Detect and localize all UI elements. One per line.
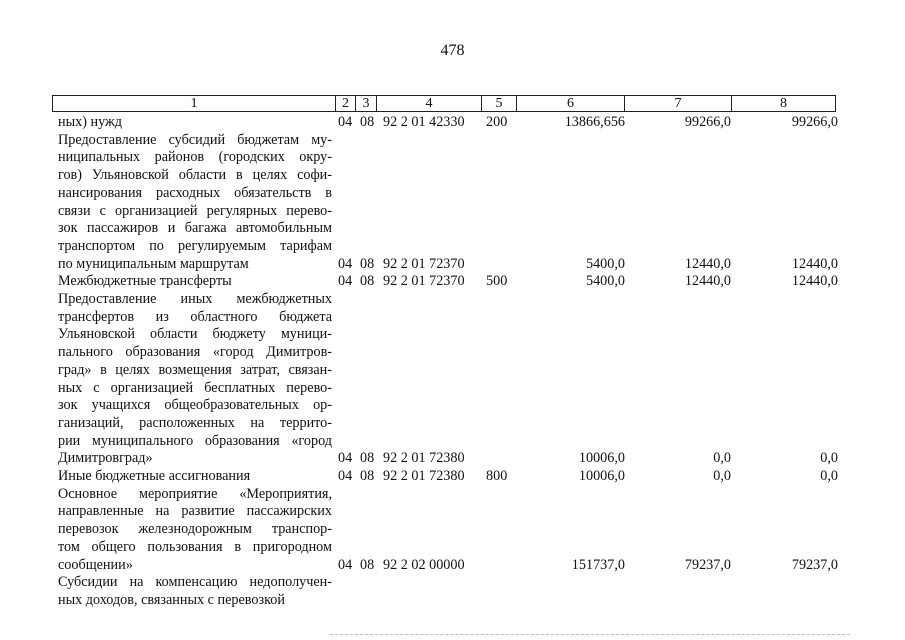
header-col-3: 3 bbox=[355, 96, 376, 111]
table-row bbox=[58, 574, 838, 609]
cell-c8: 99266,0 bbox=[791, 114, 838, 130]
cell-c6: 5400,0 bbox=[585, 255, 625, 272]
cell-c7: 0,0 bbox=[713, 450, 731, 467]
row-values bbox=[58, 114, 838, 132]
description-line: направленные на развитие пассажирских bbox=[58, 503, 332, 520]
row-values bbox=[58, 468, 838, 486]
description-line: рии муниципального образования «город bbox=[58, 432, 332, 449]
cell-c8: 12440,0 bbox=[791, 273, 838, 290]
header-col-4: 4 bbox=[376, 96, 481, 111]
cell-c8: 0,0 bbox=[820, 468, 838, 485]
cell-c6: 13866,656 bbox=[564, 114, 625, 130]
description-line: по муниципальным маршрутам bbox=[58, 255, 249, 272]
table-row bbox=[58, 132, 838, 274]
description-line: сообщении» bbox=[58, 556, 133, 573]
description-line: перевозок железнодорожным транспор- bbox=[58, 521, 332, 538]
cell-c7: 99266,0 bbox=[684, 114, 731, 130]
header-col-5: 5 bbox=[481, 96, 516, 111]
cell-c7: 0,0 bbox=[713, 468, 731, 485]
scan-edge-line bbox=[330, 634, 850, 635]
cell-c7: 12440,0 bbox=[684, 255, 731, 272]
description-line: Основное мероприятие «Мероприятия, bbox=[58, 485, 332, 502]
cell-c3: 08 bbox=[360, 468, 375, 485]
row-values bbox=[58, 450, 838, 468]
description-line: пального образования «город Димитров- bbox=[58, 344, 332, 361]
page-number: 478 bbox=[440, 42, 465, 59]
description-line: Межбюджетные трансферты bbox=[58, 273, 232, 290]
cell-c2: 04 bbox=[338, 468, 353, 485]
cell-c3: 08 bbox=[360, 273, 375, 290]
header-col-2: 2 bbox=[335, 96, 355, 111]
cell-c6: 10006,0 bbox=[578, 450, 625, 467]
cell-c7: 12440,0 bbox=[684, 273, 731, 290]
description-line: град» в целях возмещения затрат, связан- bbox=[58, 361, 332, 378]
cell-c3: 08 bbox=[360, 556, 375, 573]
cell-c2: 04 bbox=[338, 450, 353, 467]
row-description bbox=[58, 132, 332, 274]
table-header bbox=[52, 95, 836, 112]
description-line: Димитровград» bbox=[58, 450, 153, 467]
cell-c4: 92 2 01 42330 bbox=[383, 114, 465, 130]
description-line: гов) Ульяновской области в целях софи- bbox=[58, 167, 332, 184]
cell-c4: 92 2 01 72380 bbox=[383, 468, 465, 485]
table-row bbox=[58, 273, 838, 291]
description-line: Ульяновской области бюджету муници- bbox=[58, 326, 332, 343]
cell-c6: 10006,0 bbox=[578, 468, 625, 485]
header-col-8: 8 bbox=[731, 96, 835, 111]
description-line: зок пассажиров и багажа автомобильным bbox=[58, 220, 332, 237]
description-line: ных с организацией бесплатных перево- bbox=[58, 379, 332, 396]
description-line: зок учащихся общеобразовательных ор- bbox=[58, 397, 332, 414]
description-line: ганизаций, расположенных на террито- bbox=[58, 414, 332, 431]
cell-c3: 08 bbox=[360, 255, 375, 272]
cell-c4: 92 2 02 00000 bbox=[383, 556, 465, 573]
description-line: нансирования расходных обязательств в bbox=[58, 184, 332, 201]
cell-c4: 92 2 01 72380 bbox=[383, 450, 465, 467]
cell-c6: 151737,0 bbox=[571, 556, 625, 573]
cell-c8: 12440,0 bbox=[791, 255, 838, 272]
cell-c8: 0,0 bbox=[820, 450, 838, 467]
description-line: Субсидии на компенсацию недополучен- bbox=[58, 574, 332, 591]
description-line: ных) нужд bbox=[58, 114, 123, 130]
description-line: связи с организацией регулярных перево- bbox=[58, 202, 332, 219]
row-values bbox=[58, 273, 838, 291]
description-line: том общего пользования в пригородном bbox=[58, 538, 332, 555]
table-row bbox=[58, 114, 838, 132]
cell-c5: 200 bbox=[486, 114, 508, 130]
description-line: ниципальных районов (городских окру- bbox=[58, 149, 332, 166]
row-values bbox=[58, 256, 838, 274]
description-line: трансфертов из областного бюджета bbox=[58, 308, 332, 325]
cell-c2: 04 bbox=[338, 255, 353, 272]
cell-c4: 92 2 01 72370 bbox=[383, 273, 465, 290]
cell-c3: 08 bbox=[360, 114, 375, 130]
cell-c8: 79237,0 bbox=[791, 556, 838, 573]
table-row bbox=[58, 468, 838, 486]
cell-c7: 79237,0 bbox=[684, 556, 731, 573]
cell-c5: 500 bbox=[486, 273, 508, 290]
description-line: Иные бюджетные ассигнования bbox=[58, 468, 251, 485]
table-row bbox=[58, 291, 838, 468]
header-col-7: 7 bbox=[624, 96, 731, 111]
cell-c6: 5400,0 bbox=[585, 273, 625, 290]
row-description bbox=[58, 291, 332, 468]
cell-c4: 92 2 01 72370 bbox=[383, 255, 465, 272]
description-line: Предоставление иных межбюджетных bbox=[58, 291, 332, 308]
description-line: ных доходов, связанных с перевозкой bbox=[58, 591, 285, 608]
cell-c2: 04 bbox=[338, 556, 353, 573]
header-col-6: 6 bbox=[516, 96, 624, 111]
row-values bbox=[58, 592, 838, 610]
table-row bbox=[58, 486, 838, 575]
cell-c5: 800 bbox=[486, 468, 508, 485]
row-values bbox=[58, 557, 838, 575]
cell-c2: 04 bbox=[338, 114, 353, 130]
cell-c3: 08 bbox=[360, 450, 375, 467]
header-col-1: 1 bbox=[190, 96, 198, 111]
cell-c2: 04 bbox=[338, 273, 353, 290]
description-line: Предоставление субсидий бюджетам му- bbox=[58, 131, 332, 148]
description-line: транспортом по регулируемым тарифам bbox=[58, 237, 332, 254]
table-body bbox=[58, 114, 838, 610]
